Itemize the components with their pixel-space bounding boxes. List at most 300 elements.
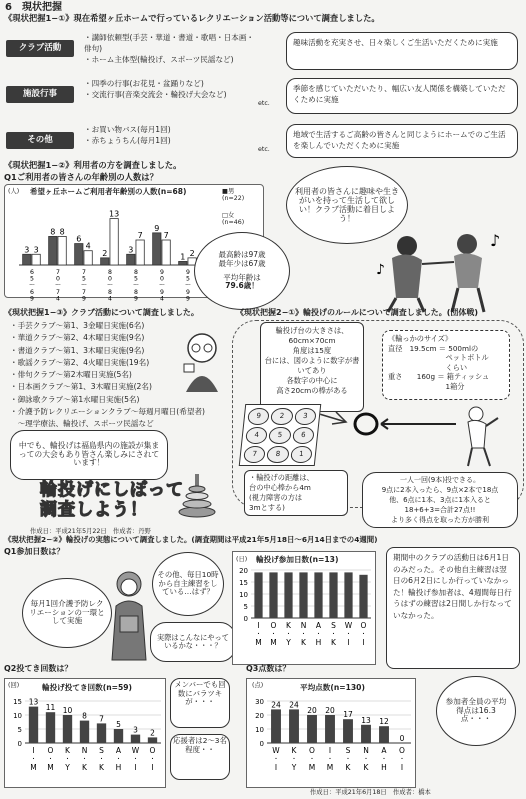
age-tick-label: 0 bbox=[160, 275, 164, 283]
bar bbox=[359, 575, 367, 618]
bar bbox=[63, 715, 72, 743]
y-tick-label: 10 bbox=[255, 726, 264, 734]
participation-findings bbox=[386, 547, 520, 669]
age-tick-label: 9 bbox=[134, 295, 138, 303]
bar-value-label: 20 bbox=[307, 706, 317, 715]
bar-value-label: 24 bbox=[271, 700, 281, 710]
x-tick-dot: ・ bbox=[315, 631, 322, 638]
board-cell: 5 bbox=[268, 427, 291, 444]
distance-row: (視力障害の方は bbox=[249, 493, 303, 502]
bar-value-label: 17 bbox=[343, 710, 353, 720]
distance-box bbox=[244, 470, 348, 516]
scoring-row: 18+6+3=合計27点!! bbox=[404, 506, 476, 514]
y-tick-label: 30 bbox=[255, 698, 264, 706]
activity-etc-1: etc. bbox=[258, 100, 270, 107]
x-tick-label: N bbox=[81, 746, 88, 755]
bar bbox=[289, 709, 299, 743]
board-cell: 4 bbox=[245, 427, 268, 444]
ring-size-row: 1箱分 bbox=[388, 381, 465, 391]
age-tick-label: 7 bbox=[82, 269, 86, 276]
bar bbox=[271, 709, 281, 743]
age-bar-label: 3 bbox=[128, 245, 134, 255]
x-tick-sublabel: M bbox=[326, 763, 334, 772]
age-tick-label: 〜 bbox=[158, 282, 166, 290]
activity-desc-0 bbox=[286, 32, 518, 70]
s2-q1: Q1ご利用者の皆さんの年齢別の人数は？ bbox=[4, 172, 158, 182]
x-tick-label: O bbox=[149, 746, 156, 755]
x-tick-sublabel: K bbox=[99, 763, 104, 772]
x-tick-sublabel: K bbox=[301, 638, 306, 647]
participation-chart-svg bbox=[233, 552, 375, 664]
y-tick-label: 10 bbox=[239, 591, 248, 599]
legend-female: □女 (n=46) bbox=[222, 212, 245, 227]
activity-label-1: 施設行事 bbox=[6, 86, 74, 103]
legend-female-label: 女 bbox=[227, 212, 235, 219]
x-tick-label: K bbox=[286, 621, 291, 630]
age-tick-label: 4 bbox=[56, 295, 60, 303]
age-bar-label: 7 bbox=[137, 231, 143, 240]
y-tick-label: 20 bbox=[239, 567, 248, 575]
y-tick-label: 5 bbox=[243, 603, 248, 611]
avg-score-bubble bbox=[436, 676, 516, 746]
professor-illustration bbox=[176, 330, 228, 392]
x-tick-sublabel: K bbox=[363, 763, 369, 772]
support-note-box bbox=[170, 734, 230, 780]
x-tick-dot: ・ bbox=[380, 756, 388, 763]
wanage-note-bubble bbox=[10, 430, 168, 480]
x-tick-sublabel: M bbox=[255, 638, 262, 647]
bar-value-label: 13 bbox=[361, 715, 371, 725]
age-tick-label: 0 bbox=[56, 275, 60, 283]
x-tick-dot: ・ bbox=[362, 756, 370, 763]
x-tick-label: N bbox=[363, 746, 369, 755]
x-tick-dot: ・ bbox=[255, 631, 262, 638]
x-tick-sublabel: I bbox=[347, 638, 350, 647]
age-bar-男 bbox=[75, 244, 83, 265]
board-cell: 2 bbox=[270, 408, 293, 425]
y-tick-label: 5 bbox=[17, 726, 22, 734]
x-tick-label: K bbox=[65, 746, 70, 755]
age-tick-label: 9 bbox=[186, 288, 190, 296]
elderly-woman-illustration bbox=[104, 568, 154, 660]
bar bbox=[325, 715, 335, 743]
footer-created: 作成日：平成21年6月18日 作成者：橋本 bbox=[310, 789, 431, 796]
age-tick-label: 6 bbox=[30, 288, 34, 296]
q1-left-bubble bbox=[22, 578, 112, 648]
age-tick-label: 9 bbox=[30, 295, 34, 303]
x-tick-sublabel: K bbox=[331, 638, 336, 647]
x-tick-label: O bbox=[47, 746, 54, 755]
x-tick-sublabel: K bbox=[345, 763, 351, 772]
age-tick-label: 0 bbox=[108, 275, 112, 283]
x-tick-label: O bbox=[270, 621, 277, 630]
activity-items-2 bbox=[84, 124, 260, 146]
avg-score-chart bbox=[246, 678, 416, 788]
age-bar-label: 8 bbox=[50, 227, 56, 237]
wanage-board bbox=[239, 404, 322, 466]
x-tick-dot: ・ bbox=[270, 631, 277, 638]
age-tick-label: 9 bbox=[186, 269, 190, 276]
x-tick-dot: ・ bbox=[290, 756, 298, 763]
bar bbox=[46, 712, 55, 743]
x-tick-sublabel: Y bbox=[65, 763, 70, 772]
age-bar-男 bbox=[127, 254, 135, 265]
age-tick-label: 〜 bbox=[184, 282, 192, 290]
participation-chart-unit: (日) bbox=[236, 556, 248, 563]
throw-count-chart-svg bbox=[5, 679, 165, 787]
participation-chart bbox=[232, 551, 376, 665]
scoring-row: 他、6点に1本、3点に1本入ると bbox=[389, 496, 491, 504]
activity-desc-text: 地域で生活するご高齢の皆さんと同じようにホームでのご生活を楽しんでいただくために実施 bbox=[293, 130, 506, 150]
age-bar-男 bbox=[49, 236, 57, 265]
throw-count-chart bbox=[4, 678, 166, 788]
age-tick-label: 5 bbox=[30, 275, 34, 283]
x-tick-label: A bbox=[381, 746, 387, 755]
age-tick-label: 6 bbox=[30, 269, 34, 276]
banner-title: 輪投げにしぼって調査しよう！ bbox=[40, 480, 184, 520]
x-tick-dot: ・ bbox=[330, 631, 337, 638]
club-item: ・歌謡クラブ〜第2、4火曜日実施(19名) bbox=[10, 357, 150, 367]
x-tick-sublabel: I bbox=[362, 638, 365, 647]
x-tick-sublabel: Y bbox=[286, 638, 291, 647]
ring-toss-illustration bbox=[174, 470, 220, 520]
club-item: 〜理学療法、輪投げ、スポーツ民謡など bbox=[10, 419, 154, 429]
club-item: ・介護予防レクリエーションクラブ〜毎週月曜日(希望者) bbox=[10, 407, 206, 417]
legend-male-label: 男 bbox=[227, 188, 235, 195]
age-bar-男 bbox=[101, 258, 109, 265]
age-bar-男 bbox=[153, 233, 161, 265]
legend-male-n: (n=22) bbox=[222, 195, 245, 203]
age-bar-label: 13 bbox=[109, 209, 120, 219]
ring-size-row: くらい bbox=[388, 362, 468, 372]
age-tick-label: 9 bbox=[160, 269, 164, 276]
age-tick-label: 〜 bbox=[132, 282, 140, 290]
age-bar-label: 9 bbox=[154, 223, 160, 233]
activity-item: ・講師依頼型(手芸・華道・書道・歌唱・日本画・俳句) bbox=[84, 33, 255, 53]
x-tick-label: S bbox=[331, 621, 336, 630]
age-bar-女 bbox=[136, 240, 144, 265]
scoring-row: より多く得点を取った方が勝利 bbox=[391, 516, 489, 524]
board-rule: 輪投げ台の大きさは、 bbox=[275, 326, 349, 335]
activity-desc-text: 季節を感じていただいたり、幅広い友人関係を構築していただくために実施 bbox=[293, 84, 506, 104]
q1-left-text: 毎月1回介護予防レクリエーションの一環として実施 bbox=[29, 598, 105, 626]
scoring-row: 9点に2本入ったら、9点×2本で18点 bbox=[381, 486, 499, 494]
svg-text:♪: ♪ bbox=[490, 231, 501, 250]
bar-value-label: 20 bbox=[325, 706, 335, 715]
section-title: 現状把握 bbox=[22, 2, 62, 13]
age-tick-label: 8 bbox=[134, 269, 138, 276]
x-tick-sublabel: I bbox=[400, 763, 404, 772]
x-tick-sublabel: M bbox=[30, 763, 37, 772]
age-tick-label: 9 bbox=[160, 288, 164, 296]
y-tick-label: 15 bbox=[13, 698, 22, 706]
board-rule: 高さ20cmの棒がある bbox=[276, 386, 348, 395]
q1-bubble-reality bbox=[150, 622, 236, 662]
bar bbox=[97, 723, 106, 743]
age-tick-label: 〜 bbox=[28, 282, 36, 290]
bar bbox=[344, 572, 352, 618]
x-tick-label: I bbox=[328, 746, 332, 755]
scoring-row: 一人一回(9本)投できる。 bbox=[400, 476, 480, 484]
age-bar-女 bbox=[110, 219, 118, 265]
x-tick-sublabel: I bbox=[151, 763, 154, 772]
board-cell: 7 bbox=[243, 446, 266, 463]
s2-title: 《現状把握1−②》利用者の方を調査しました。 bbox=[4, 160, 182, 170]
bar-value-label: 10 bbox=[62, 706, 73, 715]
bar bbox=[131, 735, 140, 743]
age-bar-label: 4 bbox=[85, 241, 91, 251]
age-bar-男 bbox=[23, 254, 31, 265]
x-tick-label: W bbox=[272, 746, 280, 755]
legend-female-n: (n=46) bbox=[222, 219, 245, 227]
x-tick-dot: ・ bbox=[64, 756, 71, 763]
distance-row: 台の中心棒から4m bbox=[249, 483, 311, 492]
bar-value-label: 0 bbox=[399, 734, 405, 743]
activity-item: ・四季の行事(お花見・盆踊りなど) bbox=[84, 79, 204, 88]
age-chart-unit: (人) bbox=[8, 188, 20, 195]
activity-item: ・お買い物バス(毎月1回) bbox=[84, 125, 171, 134]
participation-findings-text: 期間中のクラブの活動日は6月1日のみだった。その他自主練習は翌日の6月2日にしか行っていなかった！輪投げ参加者は、4週間毎日行うはずの練習は2日間しか行なっていなかった。 bbox=[393, 553, 512, 620]
avg-score-chart-unit: (点) bbox=[252, 682, 264, 689]
avg-age: 79.6歳！ bbox=[225, 281, 259, 291]
x-tick-label: O bbox=[309, 746, 315, 755]
s1-title: 《現状把握1−①》現在希望ヶ丘ホームで行っているレクリエーション活動等について調査しました。 bbox=[4, 13, 380, 23]
legend-male: ■男 (n=22) bbox=[222, 188, 245, 203]
section-number: 6 bbox=[5, 2, 12, 13]
bar bbox=[269, 572, 277, 618]
q1-bubble-reality-text: 実際はこんなにやっているかな・・・？ bbox=[157, 632, 229, 650]
bar bbox=[361, 725, 371, 743]
age-tick-label: 8 bbox=[108, 288, 112, 296]
bar-value-label: 5 bbox=[116, 720, 121, 729]
q1-bubble-practice bbox=[152, 552, 224, 616]
distance-row: 3mとする) bbox=[249, 503, 285, 512]
x-tick-sublabel: I bbox=[274, 763, 278, 772]
club-item: ・書道クラブ〜第1、3木曜日実施(9名) bbox=[10, 345, 145, 355]
bar-value-label: 13 bbox=[28, 697, 39, 707]
age-chart-title: 希望ヶ丘ホームご利用者年齢別の人数(n=68) bbox=[30, 187, 187, 196]
board-cell: 9 bbox=[247, 408, 270, 425]
bar bbox=[114, 729, 123, 743]
age-bar-女 bbox=[162, 240, 170, 265]
bar bbox=[80, 721, 89, 743]
s6-q3: Q3点数は？ bbox=[246, 664, 291, 673]
activity-desc-text: 趣味活動を充実させ、日々楽しくご生活いただくために実施 bbox=[293, 38, 498, 47]
board-cell: 6 bbox=[292, 427, 315, 444]
board-cell: 3 bbox=[294, 408, 317, 425]
x-tick-dot: ・ bbox=[398, 756, 406, 763]
bar bbox=[29, 707, 38, 743]
bar bbox=[299, 572, 307, 618]
q1-bubble-practice-text: その他、毎日10時から自主練習をしている…はず？ bbox=[157, 570, 219, 597]
bar bbox=[329, 572, 337, 618]
scoring-box bbox=[362, 472, 518, 528]
bar-value-label: 11 bbox=[45, 703, 56, 713]
x-tick-label: K bbox=[291, 746, 297, 755]
bar bbox=[343, 719, 353, 743]
x-tick-dot: ・ bbox=[132, 756, 139, 763]
age-stats-bubble bbox=[194, 232, 290, 310]
member-note-text: メンバーでも回数にバラツキが・・・ bbox=[174, 680, 226, 707]
dancing-couple-illustration bbox=[372, 228, 522, 314]
x-tick-sublabel: H bbox=[115, 763, 122, 772]
bar-value-label: 24 bbox=[289, 700, 299, 710]
age-bar-label: 3 bbox=[24, 245, 30, 255]
x-tick-sublabel: M bbox=[308, 763, 316, 772]
x-tick-label: S bbox=[345, 746, 351, 755]
y-tick-label: 15 bbox=[239, 579, 248, 587]
age-tick-label: 5 bbox=[82, 275, 86, 283]
member-note-box bbox=[170, 678, 230, 728]
age-tick-label: 9 bbox=[186, 295, 190, 303]
x-tick-dot: ・ bbox=[98, 756, 105, 763]
wanage-note-text: 中でも、輪投げは福島県内の施設が集まっての大会もあり皆さん楽しみにされています！ bbox=[18, 440, 160, 468]
distance-row: ・輪投げの距離は、 bbox=[249, 473, 314, 482]
s6-q2: Q2投てき回数は？ bbox=[4, 664, 73, 673]
bar bbox=[254, 572, 262, 618]
x-tick-label: S bbox=[99, 746, 104, 755]
ring-size-row: ペットボトル bbox=[388, 353, 489, 363]
y-tick-label: 0 bbox=[259, 740, 264, 748]
activity-items-0 bbox=[84, 32, 260, 65]
throw-count-chart-title: 輪投げ投てき回数(n=59) bbox=[42, 683, 133, 692]
bar-value-label: 3 bbox=[133, 725, 138, 735]
activity-item: ・赤ちょうちん(毎月1回) bbox=[84, 136, 171, 145]
age-tick-label: 9 bbox=[82, 295, 86, 303]
age-bar-label: 8 bbox=[59, 227, 65, 237]
club-item: ・俳句クラブ〜第2木曜日実施(5名) bbox=[10, 370, 132, 380]
x-tick-label: A bbox=[315, 621, 322, 630]
bar bbox=[379, 726, 389, 743]
speech-club-text: 利用者の皆さんに趣味や生きがいを持って生活して欲しい！クラブ活動に着目しよう！ bbox=[295, 186, 399, 224]
board-rules-box bbox=[260, 322, 364, 412]
ring-size-row: 直径 19.5cm ＝ 500mlの bbox=[388, 343, 479, 353]
age-tick-label: 〜 bbox=[54, 282, 62, 290]
min-age: 最年少は67歳 bbox=[218, 258, 266, 268]
y-tick-label: 20 bbox=[255, 712, 264, 720]
x-tick-dot: ・ bbox=[272, 756, 280, 763]
x-tick-dot: ・ bbox=[115, 756, 122, 763]
age-bar-label: 6 bbox=[76, 234, 82, 244]
activity-label-2: その他 bbox=[6, 132, 74, 149]
activity-item: ・ホーム主体型(輪投げ、スポーツ民謡など) bbox=[84, 55, 234, 64]
age-bar-女 bbox=[84, 251, 92, 265]
age-tick-label: 5 bbox=[134, 275, 138, 283]
age-tick-label: 8 bbox=[108, 269, 112, 276]
x-tick-dot: ・ bbox=[308, 756, 316, 763]
x-tick-dot: ・ bbox=[326, 756, 334, 763]
x-tick-sublabel: H bbox=[381, 763, 387, 772]
activity-item: ・交流行事(音楽交流会・輪投げ大会など) bbox=[84, 90, 227, 99]
x-tick-sublabel: Y bbox=[291, 763, 297, 772]
x-tick-dot: ・ bbox=[149, 756, 156, 763]
activity-desc-1 bbox=[286, 78, 518, 114]
x-tick-sublabel: H bbox=[315, 638, 322, 647]
age-tick-label: 〜 bbox=[80, 282, 88, 290]
age-bar-男 bbox=[179, 261, 187, 265]
distance-list bbox=[249, 473, 343, 513]
x-tick-dot: ・ bbox=[30, 756, 37, 763]
age-tick-label: 7 bbox=[56, 288, 60, 296]
x-tick-sublabel: M bbox=[47, 763, 54, 772]
x-tick-dot: ・ bbox=[345, 631, 352, 638]
y-tick-label: 0 bbox=[17, 740, 22, 748]
age-bar-label: 2 bbox=[102, 248, 108, 258]
x-tick-label: W bbox=[344, 621, 353, 630]
board-rule: 各数字の中心に bbox=[286, 376, 338, 385]
x-tick-dot: ・ bbox=[360, 631, 367, 638]
age-tick-label: 〜 bbox=[106, 282, 114, 290]
board-cell: 8 bbox=[266, 446, 289, 463]
svg-text:♪: ♪ bbox=[376, 262, 385, 278]
board-rule: 台には、図のように数字が書いてあり bbox=[264, 356, 360, 375]
club-item: ・手芸クラブ〜第1、3金曜日実施(6名) bbox=[10, 321, 145, 330]
age-tick-label: 4 bbox=[160, 295, 164, 303]
x-tick-label: N bbox=[300, 621, 307, 630]
board-grid bbox=[240, 405, 320, 466]
bar bbox=[314, 572, 322, 618]
age-tick-label: 7 bbox=[56, 269, 60, 276]
bar bbox=[148, 737, 157, 743]
x-tick-label: O bbox=[360, 621, 367, 630]
board-rule: 角度は15度 bbox=[292, 346, 332, 355]
age-tick-label: 4 bbox=[108, 295, 112, 303]
activity-label-0: クラブ活動 bbox=[6, 40, 74, 57]
y-tick-label: 10 bbox=[13, 712, 22, 720]
age-tick-label: 5 bbox=[186, 275, 190, 283]
activity-desc-2 bbox=[286, 124, 518, 158]
x-tick-dot: ・ bbox=[344, 756, 352, 763]
avg-age-label: 平均年齢は bbox=[223, 272, 261, 282]
bar bbox=[284, 572, 292, 618]
support-note-text: 応援者は2〜3名程度・・ bbox=[173, 736, 227, 754]
scoring-list bbox=[363, 475, 517, 525]
age-tick-label: 7 bbox=[82, 288, 86, 296]
age-bar-女 bbox=[32, 254, 40, 265]
s5-title: 《現状把握2−②》輪投げの実態について調査しました。(調査期間は平成21年5月18日〜6月14日までの4週間) bbox=[4, 535, 378, 544]
age-bar-label: 7 bbox=[163, 231, 169, 240]
activity-etc-2: etc. bbox=[258, 146, 270, 153]
x-tick-label: I bbox=[257, 621, 260, 630]
club-item: ・日本画クラブ〜第1、3木曜日実施(2名) bbox=[10, 382, 152, 392]
s3-title: 《現状把握1−③》クラブ活動について調査しました。 bbox=[4, 308, 199, 317]
ring-size-title: 《輪っかのサイズ》 bbox=[388, 334, 453, 343]
age-bar-label: 2 bbox=[189, 248, 195, 258]
x-tick-sublabel: I bbox=[134, 763, 137, 772]
throw-count-chart-unit: (回) bbox=[8, 682, 20, 689]
avg-score-chart-title: 平均点数(n=130) bbox=[300, 683, 365, 692]
ring-size-list bbox=[388, 344, 504, 392]
ring-size-box bbox=[382, 330, 510, 400]
activity-items-1 bbox=[84, 78, 260, 100]
banner-created: 作成日：平成21年5月22日 作成者：丹野 bbox=[30, 528, 151, 535]
x-tick-label: O bbox=[399, 746, 405, 755]
age-bar-label: 3 bbox=[33, 245, 39, 255]
board-rule: 60cm×70cm bbox=[288, 336, 336, 345]
age-tick-label: 8 bbox=[134, 288, 138, 296]
x-tick-dot: ・ bbox=[285, 631, 292, 638]
participation-chart-title: 輪投げ参加日数(n=13) bbox=[256, 555, 339, 564]
club-item: ・華道クラブ〜第2、4木曜日実施(9名) bbox=[10, 333, 145, 343]
s4-title: 《現状把握2−①》輪投げのルールについて調査しました。(団体戦) bbox=[236, 308, 479, 317]
bar bbox=[307, 715, 317, 743]
bar-value-label: 8 bbox=[82, 711, 87, 721]
x-tick-sublabel: M bbox=[270, 638, 277, 647]
avg-score-chart-svg bbox=[247, 679, 415, 787]
age-stats-text bbox=[218, 251, 265, 291]
club-item: ・御詠歌クラブ〜第1水曜日実施(5名) bbox=[10, 394, 140, 404]
s5-q1: Q1参加日数は？ bbox=[4, 547, 65, 556]
